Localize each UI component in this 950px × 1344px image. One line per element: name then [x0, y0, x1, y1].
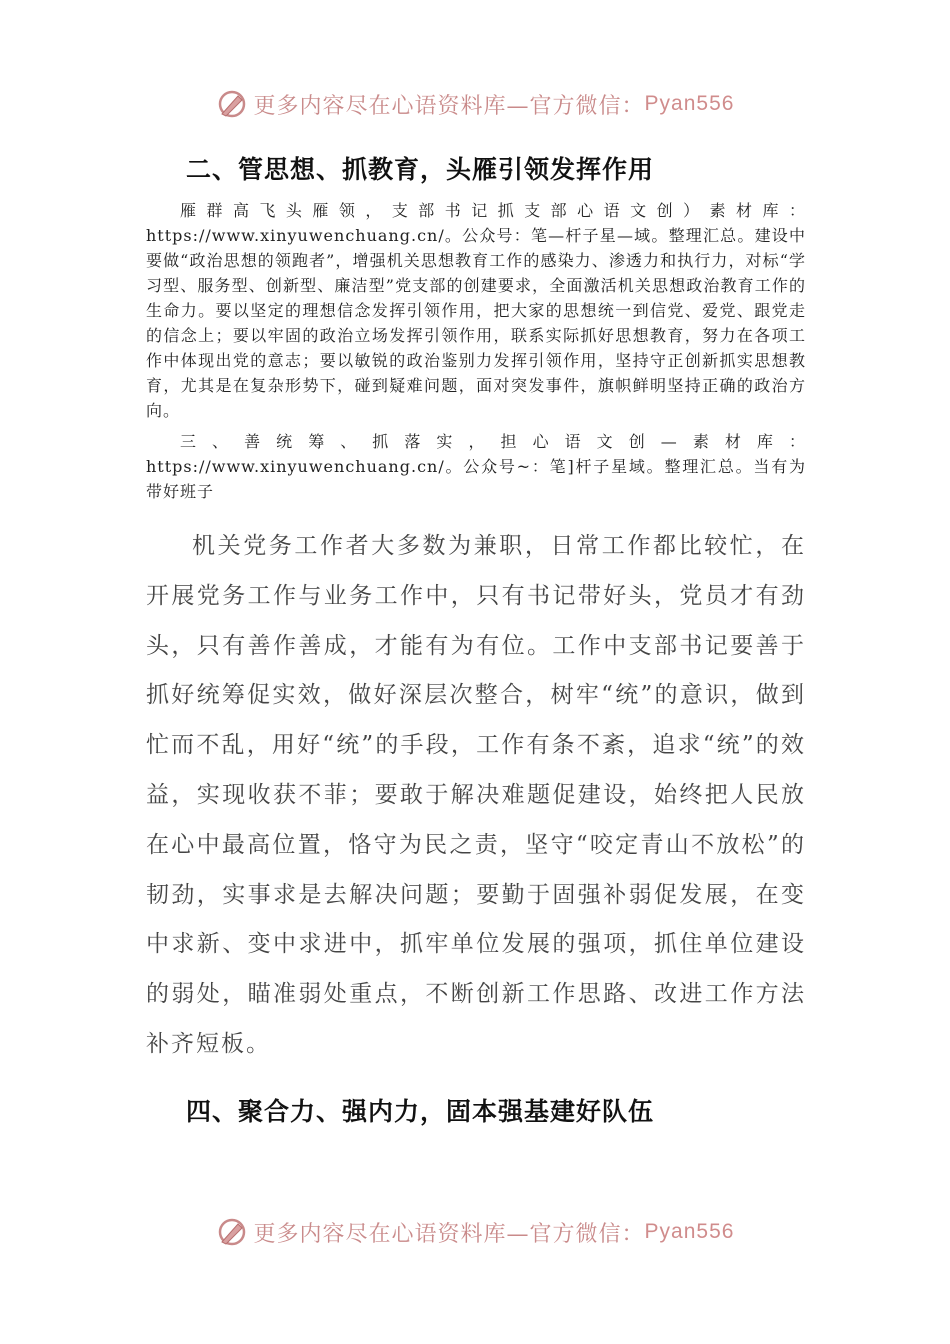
- watermark-handle: Pyan556: [644, 1220, 735, 1243]
- watermark-text: 更多内容尽在心语资料库—官方微信：: [253, 1221, 645, 1247]
- paragraph-section-3-body: 机关党务工作者大多数为兼职，日常工作都比较忙，在开展党务工作与业务工作中，只有书记带好头，党员才有劲头，只有善作善成，才能有为有位。工作中支部书记要善于抓好统筹促实效，做好深层次整合，树牢“统”的意识，做到忙而不乱，用好“统”的手段，工作有条不紊，追求“统”的效益，实现收获不菲；要敢于解决难题促建设，始终把人民放在心中最高位置，恪守为民之责，坚守“咬定青山不放松”的韧劲，实事求是去解决问题；要勤于固强补弱促发展，在变中求新、变中求进中，抓牢单位发展的强项，抓住单位建设的弱处，瞄准弱处重点，不断创新工作思路、改进工作方法补齐短板。: [146, 533, 806, 1057]
- section-heading-2: 二、管思想、抓教育，头雁引领发挥作用: [186, 155, 655, 184]
- pen-circle-icon: [216, 88, 248, 120]
- watermark-text: 更多内容尽在心语资料库—官方微信：: [253, 93, 645, 119]
- section-heading-4: 四、聚合力、强内力，固本强基建好队伍: [186, 1096, 655, 1126]
- document-body: [146, 146, 806, 1136]
- watermark-footer: [0, 1212, 950, 1252]
- paragraph-section-3-intro: 三、善统筹、抓落实，担心语文创—素材库：https://www.xinyuwenchuang.cn/。公众号~：笔]杆子星域。整理汇总。当有为带好班子: [146, 432, 806, 501]
- watermark-handle: Pyan556: [644, 92, 735, 115]
- pen-circle-icon: [216, 1216, 248, 1248]
- watermark-header: [0, 84, 950, 124]
- paragraph-section-2: 雁群高飞头雁领，支部书记抓支部心语文创）素材库：https://www.xinyuwenchuang.cn/。公众号：笔—杆子星—域。整理汇总。建设中要做“政治思想的领跑者”，增强机关思想教育工作的感染力、渗透力和执行力，对标“学习型、服务型、创新型、廉洁型”党支部的创建要求，全面激活机关思想政治教育工作的生命力。要以坚定的理想信念发挥引领作用，把大家的思想统一到信党、爱党、跟党走的信念上；要以牢固的政治立场发挥引领作用，联系实际抓好思想教育，努力在各项工作中体现出党的意志；要以敏锐的政治鉴别力发挥引领作用，坚持守正创新抓实思想教育，尤其是在复杂形势下，碰到疑难问题，面对突发事件，旗帜鲜明坚持正确的政治方向。: [146, 201, 806, 420]
